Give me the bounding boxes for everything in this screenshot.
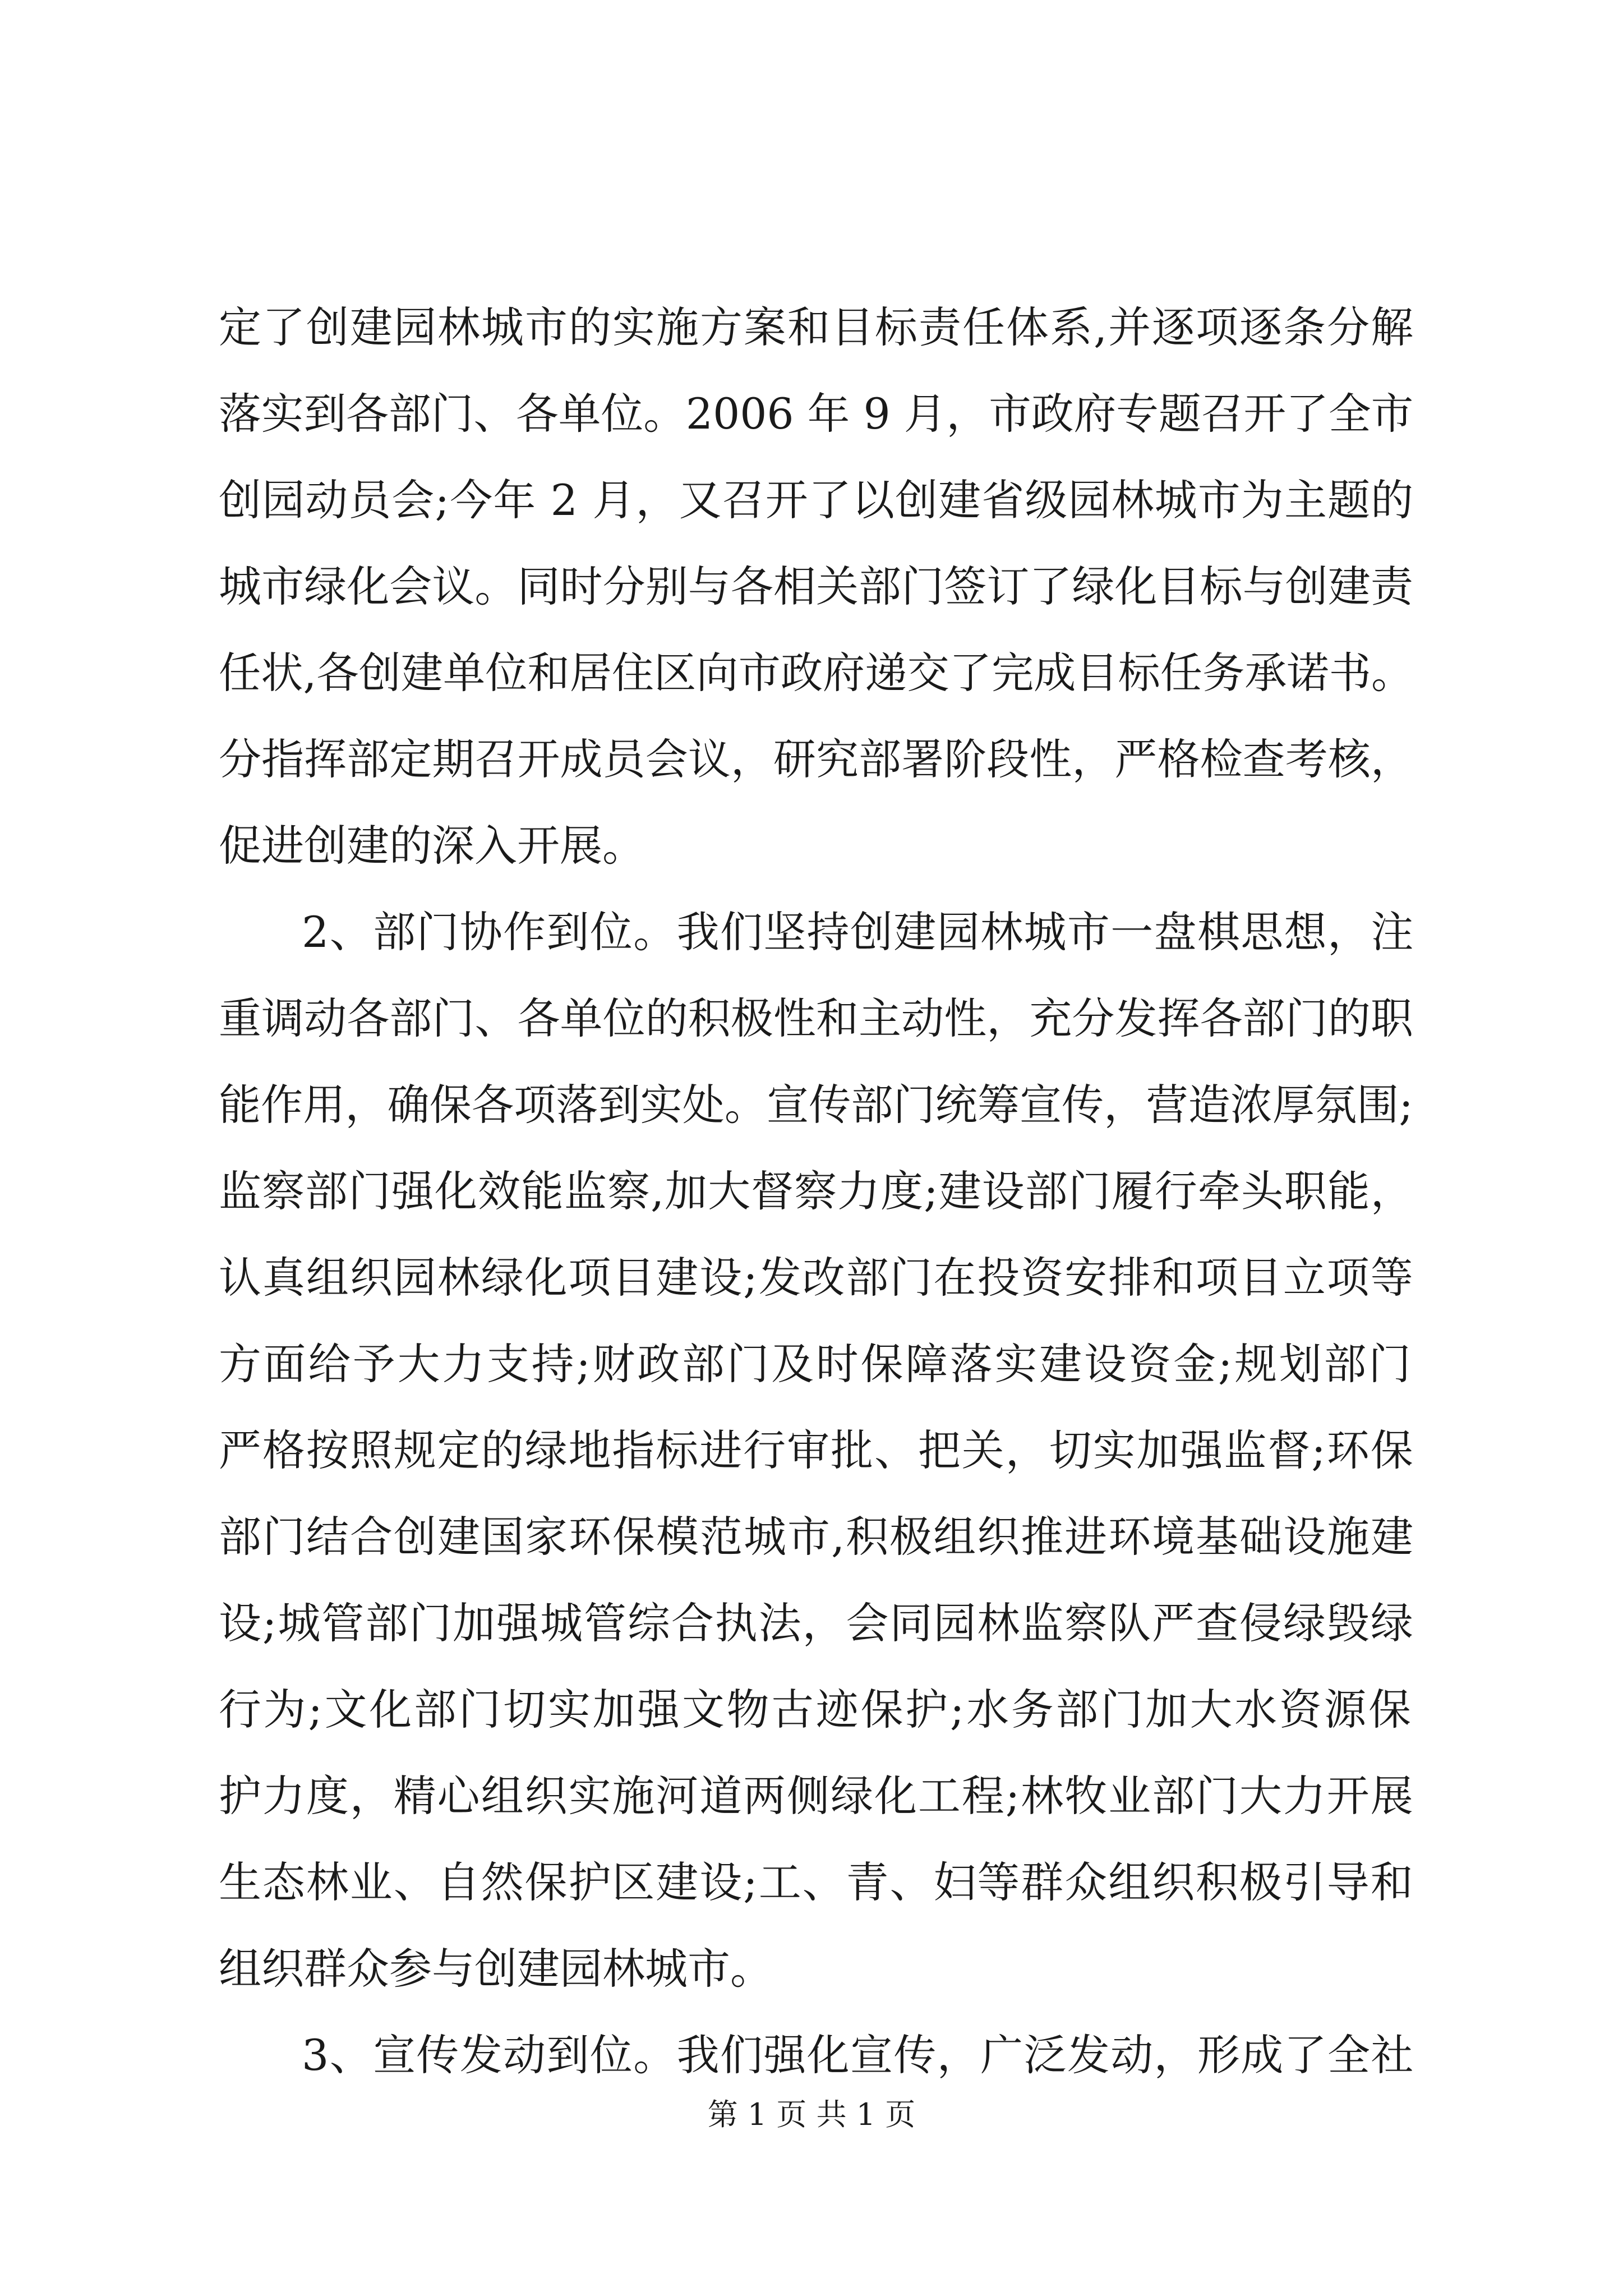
- paragraph-2-line-3: 能作用，确保各项落到实处。宣传部门统筹宣传，营造浓厚氛围;: [219, 1080, 1413, 1130]
- paragraph-2-line-13: 组织群众参与创建园林城市。: [219, 1944, 773, 1994]
- paragraph-2-line-8: 部门结合创建国家环保模范城市,积极组织推进环境基础设施建: [219, 1512, 1415, 1562]
- paragraph-2-line-7: 严格按照规定的绿地指标进行审批、把关，切实加强监督;环保: [219, 1425, 1414, 1475]
- paragraph-2-line-12: 生态林业、自然保护区建设;工、青、妇等群众组织积极引导和: [219, 1857, 1414, 1907]
- paragraph-2-line-10: 行为;文化部门切实加强文物古迹保护;水务部门加大水资源保: [219, 1685, 1413, 1734]
- paragraph-1-line-6: 分指挥部定期召开成员会议，研究部署阶段性，严格检查考核，: [219, 734, 1413, 784]
- page-footer: 第 1 页 共 1 页: [707, 2097, 916, 2132]
- paragraph-3-line-1: 3、宣传发动到位。我们强化宣传，广泛发动，形成了全社: [302, 2030, 1414, 2080]
- paragraph-2-line-9: 设;城管部门加强城管综合执法，会同园林监察队严查侵绿毁绿: [219, 1598, 1414, 1648]
- paragraph-2-line-1: 2、部门协作到位。我们坚持创建园林城市一盘棋思想，注: [302, 907, 1414, 957]
- paragraph-1-line-4: 城市绿化会议。同时分别与各相关部门签订了绿化目标与创建责: [219, 562, 1413, 611]
- paragraph-2-line-4: 监察部门强化效能监察,加大督察力度;建设部门履行牵头职能，: [219, 1166, 1414, 1216]
- paragraph-2-line-11: 护力度，精心组织实施河道两侧绿化工程;林牧业部门大力开展: [219, 1771, 1414, 1821]
- paragraph-1-line-1: 定了创建园林城市的实施方案和目标责任体系,并逐项逐条分解: [219, 302, 1415, 352]
- paragraph-2-line-5: 认真组织园林绿化项目建设;发改部门在投资安排和项目立项等: [219, 1253, 1414, 1303]
- paragraph-2-line-2: 重调动各部门、各单位的积极性和主动性，充分发挥各部门的职: [219, 993, 1413, 1043]
- paragraph-1-line-7: 促进创建的深入开展。: [219, 821, 645, 871]
- paragraph-2-line-6: 方面给予大力支持;财政部门及时保障落实建设资金;规划部门: [219, 1339, 1413, 1389]
- paragraph-1-line-3: 创园动员会;今年 2 月，又召开了以创建省级园林城市为主题的: [219, 475, 1414, 525]
- paragraph-1-line-2: 落实到各部门、各单位。2006 年 9 月，市政府专题召开了全市: [219, 389, 1414, 439]
- paragraph-1-line-5: 任状,各创建单位和居住区向市政府递交了完成目标任务承诺书。: [219, 648, 1414, 698]
